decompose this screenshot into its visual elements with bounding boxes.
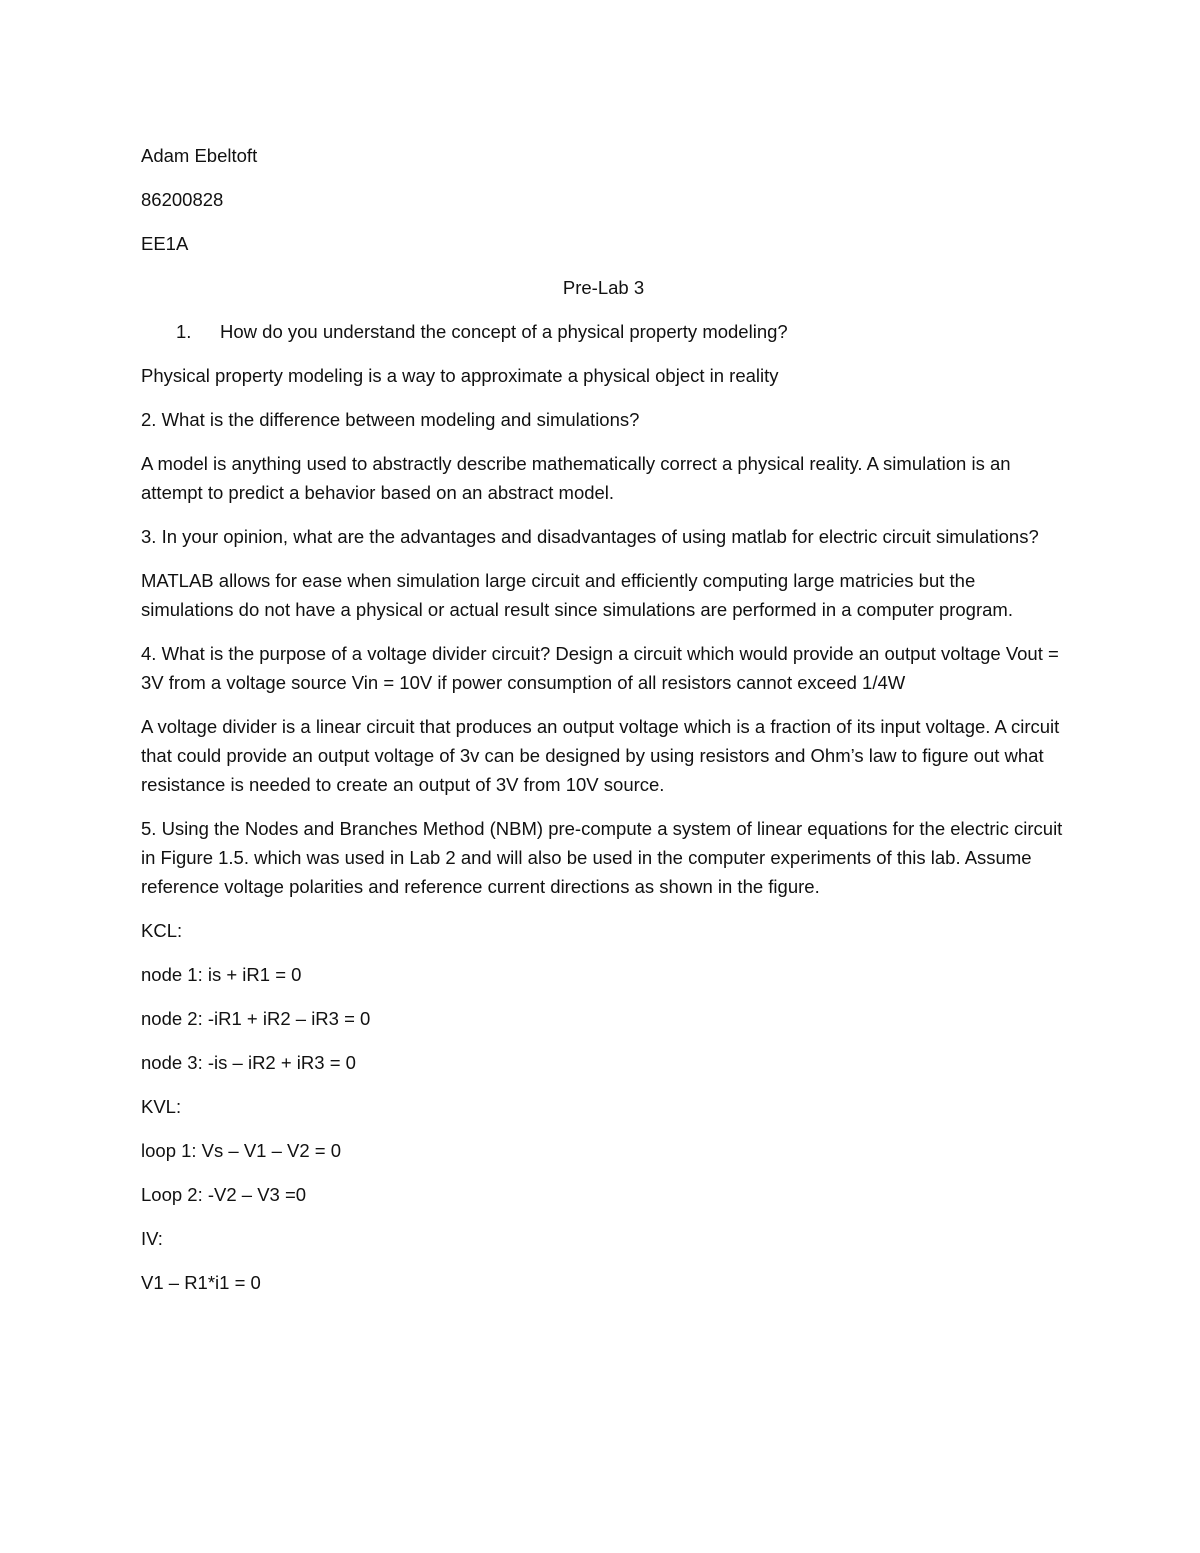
question-1-text: How do you understand the concept of a physical property modeling? [220, 321, 788, 342]
document-title: Pre-Lab 3 [562, 277, 645, 298]
question-2: 2. What is the difference between modeling and simulations? [141, 409, 640, 430]
student-id: 86200828 [141, 189, 224, 210]
kcl-node-2: node 2: -iR1 + iR2 – iR3 = 0 [141, 1008, 371, 1029]
iv-equation-1: V1 – R1*i1 = 0 [141, 1272, 261, 1293]
kcl-label: KCL: [141, 920, 183, 941]
question-4: 4. What is the purpose of a voltage divider circuit? Design a circuit which would provide an output voltage Vout = 3V from a voltage source Vin = 10V if power consumption of all resistors cannot exceed 1/4W [141, 643, 1059, 693]
author-name: Adam Ebeltoft [141, 145, 258, 166]
kvl-loop-2: Loop 2: -V2 – V3 =0 [141, 1184, 307, 1205]
kcl-node-3: node 3: -is – iR2 + iR3 = 0 [141, 1052, 356, 1073]
kcl-node-1: node 1: is + iR1 = 0 [141, 964, 302, 985]
answer-1: Physical property modeling is a way to approximate a physical object in reality [141, 365, 779, 386]
answer-4: A voltage divider is a linear circuit that produces an output voltage which is a fraction of its input voltage. A circuit that could provide an output voltage of 3v can be designed by using resistors and Ohm’s law to figure out what resistance is needed to create an output of 3V from 10V source. [141, 716, 1060, 795]
document-content [141, 141, 1066, 1312]
answer-2: A model is anything used to abstractly describe mathematically correct a physical reality. A simulation is an attempt to predict a behavior based on an abstract model. [141, 453, 1011, 503]
question-5: 5. Using the Nodes and Branches Method (NBM) pre-compute a system of linear equations for the electric circuit in Figure 1.5. which was used in Lab 2 and will also be used in the computer experiments of this lab. Assume reference voltage polarities and reference current directions as shown in the figure. [141, 818, 1063, 897]
question-1-number: 1. [176, 321, 192, 342]
kvl-label: KVL: [141, 1096, 182, 1117]
course-code: EE1A [141, 233, 189, 254]
answer-3: MATLAB allows for ease when simulation large circuit and efficiently computing large matricies but the simulations do not have a physical or actual result since simulations are performed in a computer program. [141, 570, 1013, 620]
iv-label: IV: [141, 1228, 163, 1249]
question-3: 3. In your opinion, what are the advantages and disadvantages of using matlab for electric circuit simulations? [141, 526, 1039, 547]
question-1 [141, 317, 1066, 346]
kvl-loop-1: loop 1: Vs – V1 – V2 = 0 [141, 1140, 342, 1161]
